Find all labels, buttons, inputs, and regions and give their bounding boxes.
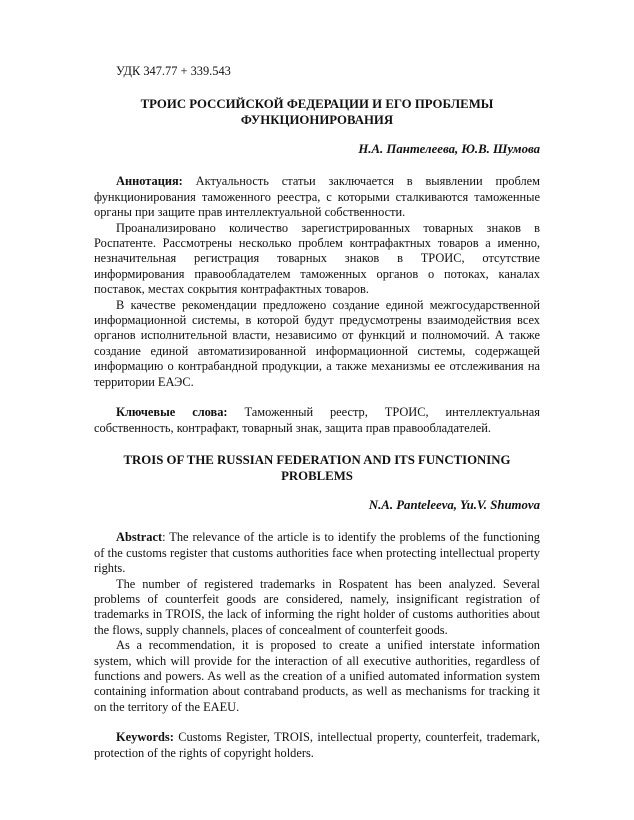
abstract-label-en: Abstract <box>116 530 163 545</box>
keywords-label-en: Keywords: <box>116 730 174 745</box>
article-title-en: TROIS OF THE RUSSIAN FEDERATION AND ITS FUNCTIONING PROBLEMS <box>123 452 511 483</box>
keywords-en <box>94 730 540 761</box>
udk-code: УДК 347.77 + 339.543 <box>116 64 231 78</box>
keywords-ru <box>94 405 540 436</box>
article-body <box>94 64 540 761</box>
keywords-label-ru: Ключевые слова: <box>116 405 228 420</box>
abstract-paragraph: As a recommendation, it is proposed to create a unified interstate information system, which will provide for the interaction of all executive authorities, regardless of functions and powers. As well as the creation of a unified automated information system containing information about contraband products, as well as mechanisms for tracking it on the territory of the EAEU. <box>94 638 540 714</box>
authors-en: N.A. Panteleeva, Yu.V. Shumova <box>368 497 540 512</box>
abstract-paragraph <box>94 174 540 220</box>
abstract-paragraph: The number of registered trademarks in Rospatent has been analyzed. Several problems of counterfeit goods are considered, namely, insignificant registration of trademarks in TROIS, the lack of informing the right holder of customs authorities about the flows, supply channels, places of concealment of counterfeit goods. <box>94 576 540 637</box>
abstract-ru <box>94 174 540 390</box>
abstract-label-ru: Аннотация: <box>116 174 183 189</box>
abstract-paragraph: Проанализировано количество зарегистрированных товарных знаков в Роспатенте. Рассмотрены несколько проблем контрафактных товаров а именно, незначительная регистрация товарных знаков в ТРОИС, отсутствие информирования правообладателем таможенных органов о потоках, каналах поставок, местах сокрытия контрафактных товаров. <box>94 220 540 297</box>
abstract-text: Актуальность статьи заключается в выявлении проблем функционирования таможенного реестра, с которыми сталкиваются таможенные органы при защите прав интеллектуальной собственности. <box>94 174 540 220</box>
keywords-text: Таможенный реестр, ТРОИС, интеллектуальная собственность, контрафакт, товарный знак, защита прав правообладателей. <box>94 405 540 435</box>
abstract-en <box>94 530 540 715</box>
authors-ru: Н.А. Пантелеева, Ю.В. Шумова <box>358 142 540 156</box>
abstract-paragraph: В качестве рекомендации предложено создание единой межгосударственной информационной системы, в которой будут предусмотрены взаимодействия всех органов исполнительной власти, независимо от функций и полномочий. А также создание единой автоматизированной информационной системы, содержащей информацию о контрабандной продукции, а также механизмы ее отслеживания на территории ЕАЭС. <box>94 297 540 389</box>
article-title-ru: ТРОИС РОССИЙСКОЙ ФЕДЕРАЦИИ И ЕГО ПРОБЛЕМЫ ФУНКЦИОНИРОВАНИЯ <box>140 97 494 127</box>
keywords-text: Customs Register, TROIS, intellectual property, counterfeit, trademark, protection of the rights of copyright holders. <box>94 730 540 760</box>
abstract-text: : The relevance of the article is to identify the problems of the functioning of the customs register that customs authorities face when protecting intellectual property rights. <box>94 530 540 576</box>
abstract-paragraph <box>94 530 540 576</box>
